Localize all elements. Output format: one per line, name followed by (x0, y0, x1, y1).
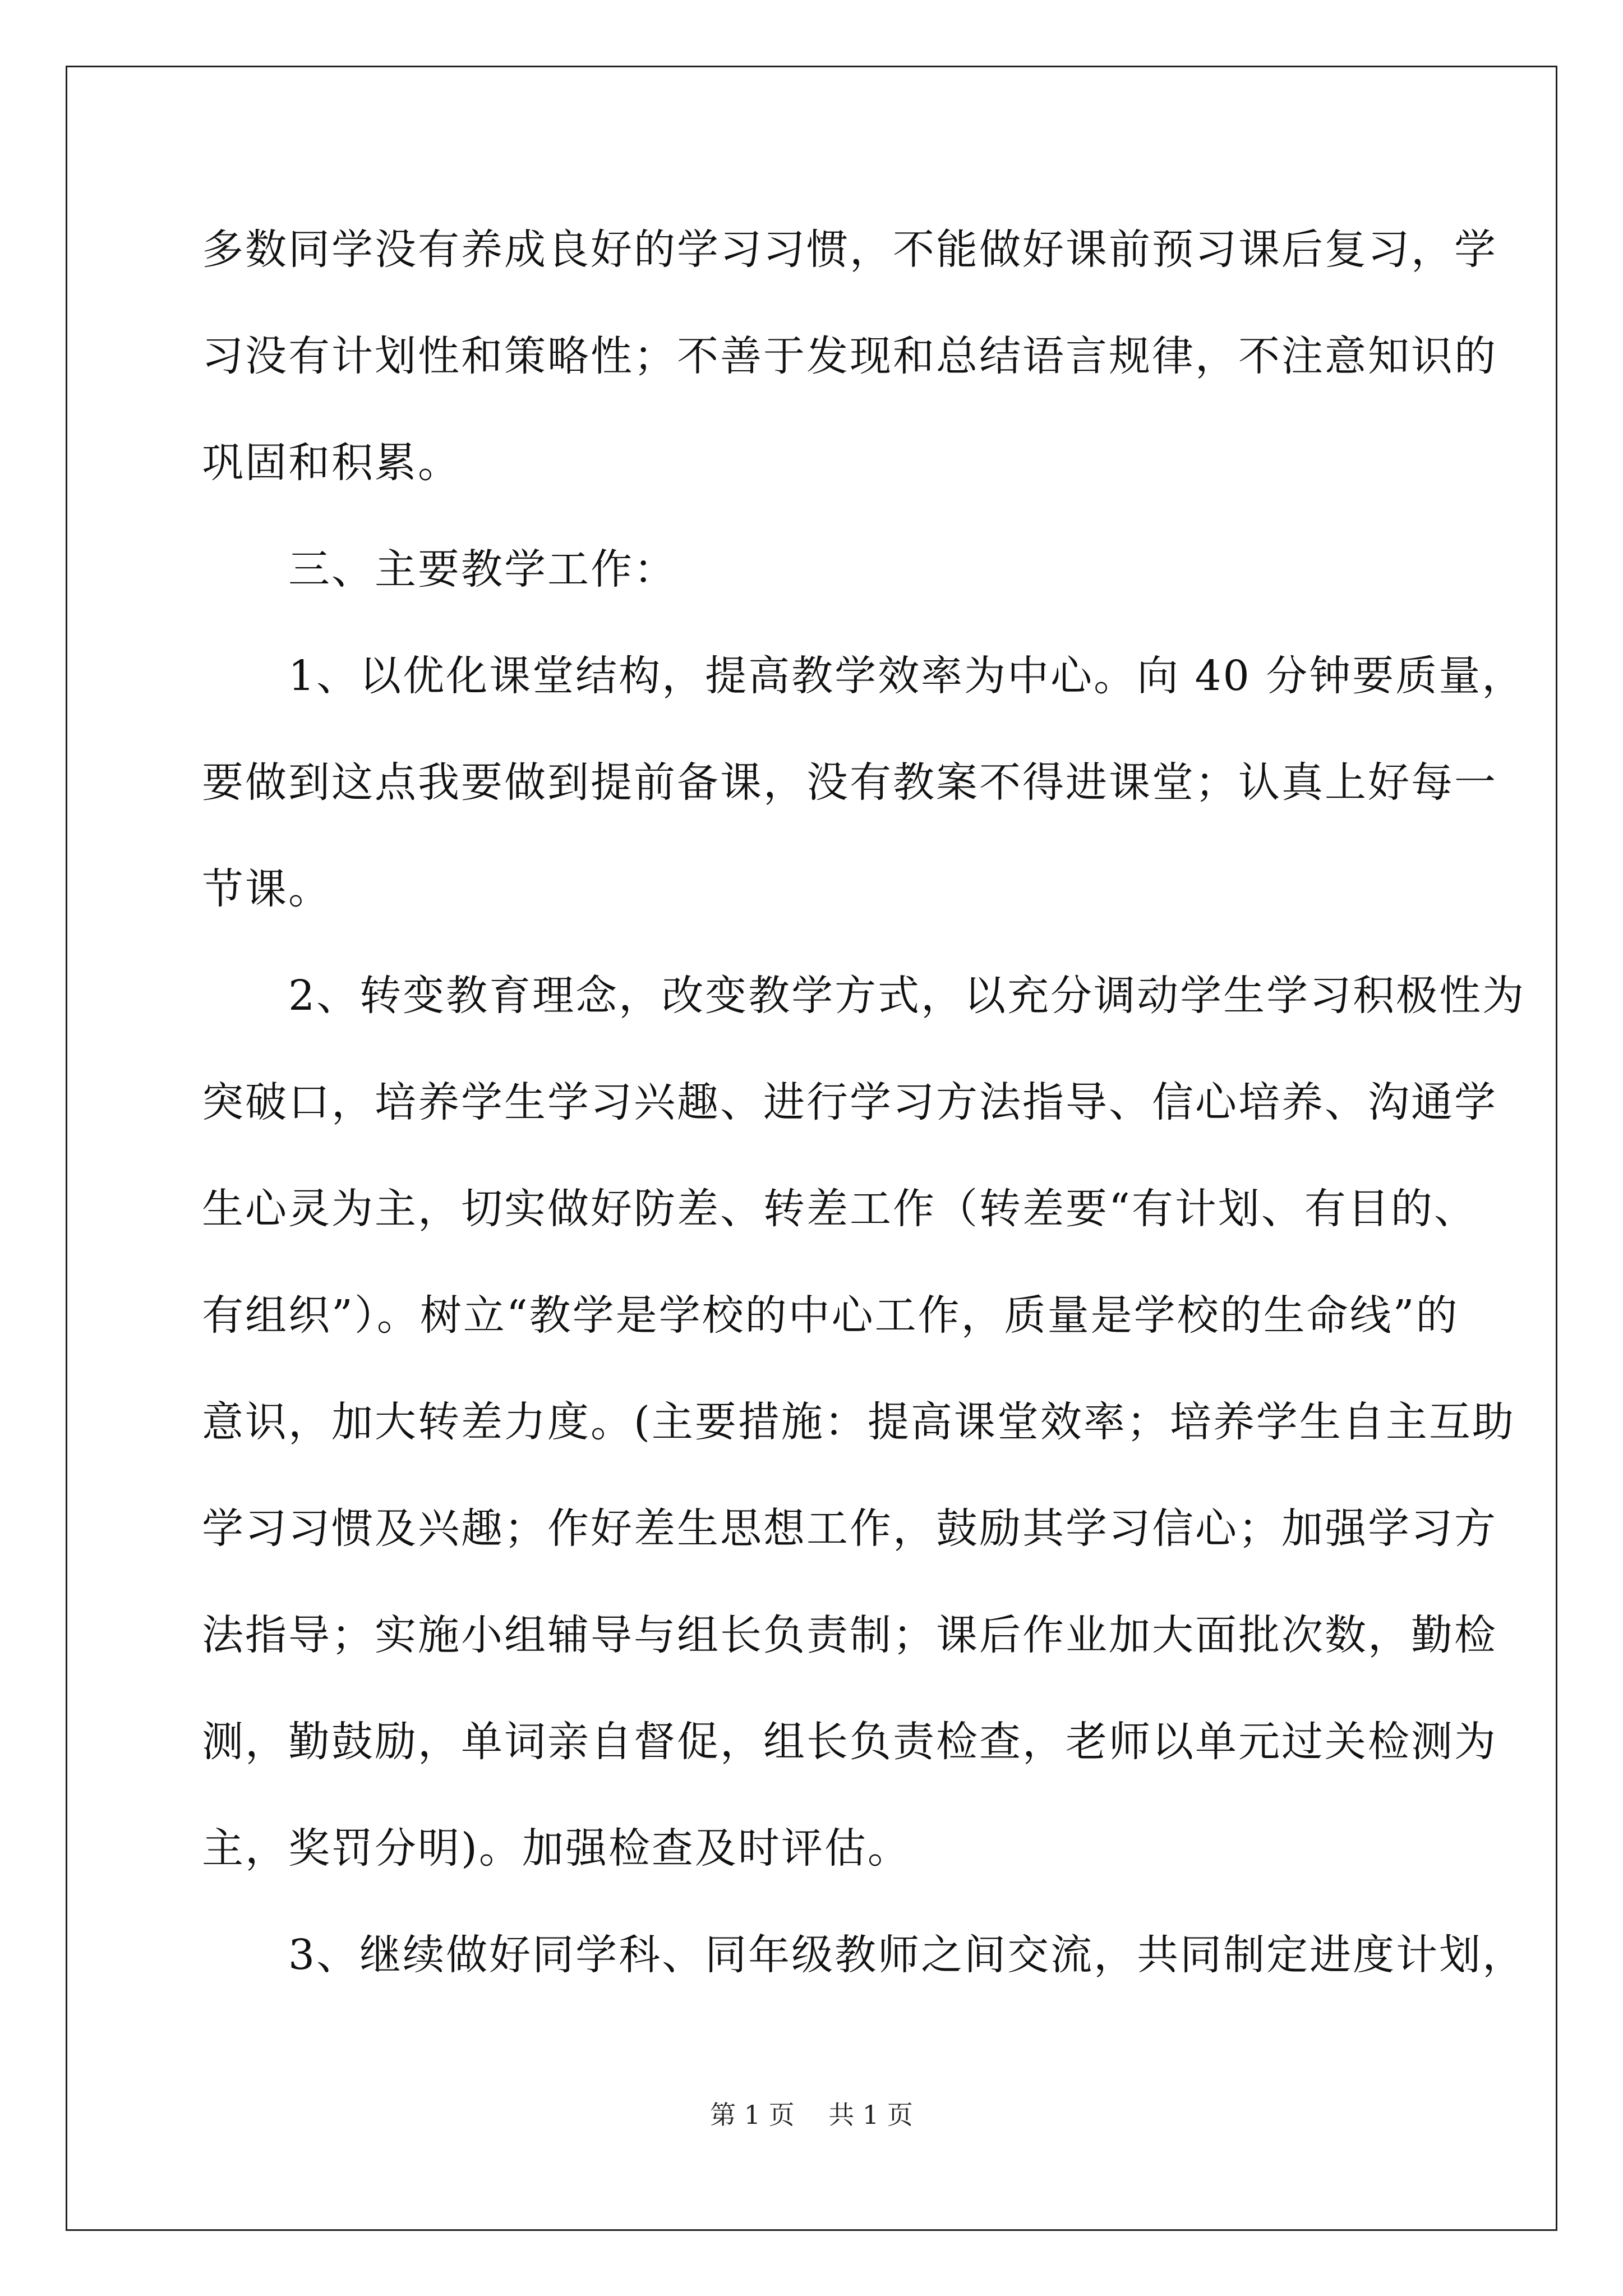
text-line: 测，勤鼓励，单词亲自督促，组长负责检查，老师以单元过关检测为 (202, 1718, 1497, 1766)
text-line: 法指导；实施小组辅导与组长负责制；课后作业加大面批次数，勤检 (202, 1611, 1497, 1659)
text-line: 有组织”）。树立“教学是学校的中心工作，质量是学校的生命线”的 (202, 1291, 1459, 1340)
text-line: 突破口，培养学生学习兴趣、进行学习方法指导、信心培养、沟通学 (202, 1078, 1497, 1126)
text-line: 要做到这点我要做到提前备课，没有教案不得进课堂；认真上好每一 (202, 758, 1497, 807)
text-line: 1、以优化课堂结构，提高教学效率为中心。向 40 分钟要质量， (202, 652, 1525, 700)
text-line: 节课。 (202, 865, 331, 913)
text-line: 习没有计划性和策略性；不善于发现和总结语言规律，不注意知识的 (202, 332, 1497, 380)
section-heading: 三、主要教学工作： (202, 545, 677, 593)
page-frame (66, 66, 1557, 2231)
text-line: 主，奖罚分明)。加强检查及时评估。 (202, 1824, 911, 1872)
text-line: 3、继续做好同学科、同年级教师之间交流，共同制定进度计划， (202, 1931, 1526, 1979)
text-line: 生心灵为主，切实做好防差、转差工作（转差要“有计划、有目的、 (202, 1185, 1477, 1233)
text-line: 学习习惯及兴趣；作好差生思想工作，鼓励其学习信心；加强学习方 (202, 1504, 1497, 1553)
text-line: 多数同学没有养成良好的学习习惯，不能做好课前预习课后复习，学 (202, 226, 1497, 274)
text-line: 2、转变教育理念，改变教学方式，以充分调动学生学习积极性为 (202, 972, 1526, 1020)
page-number-footer: 第 1 页 共 1 页 (710, 2100, 913, 2130)
text-line: 巩固和积累。 (202, 439, 461, 487)
text-line: 意识，加大转差力度。(主要措施：提高课堂效率；培养学生自主互助 (202, 1398, 1515, 1446)
